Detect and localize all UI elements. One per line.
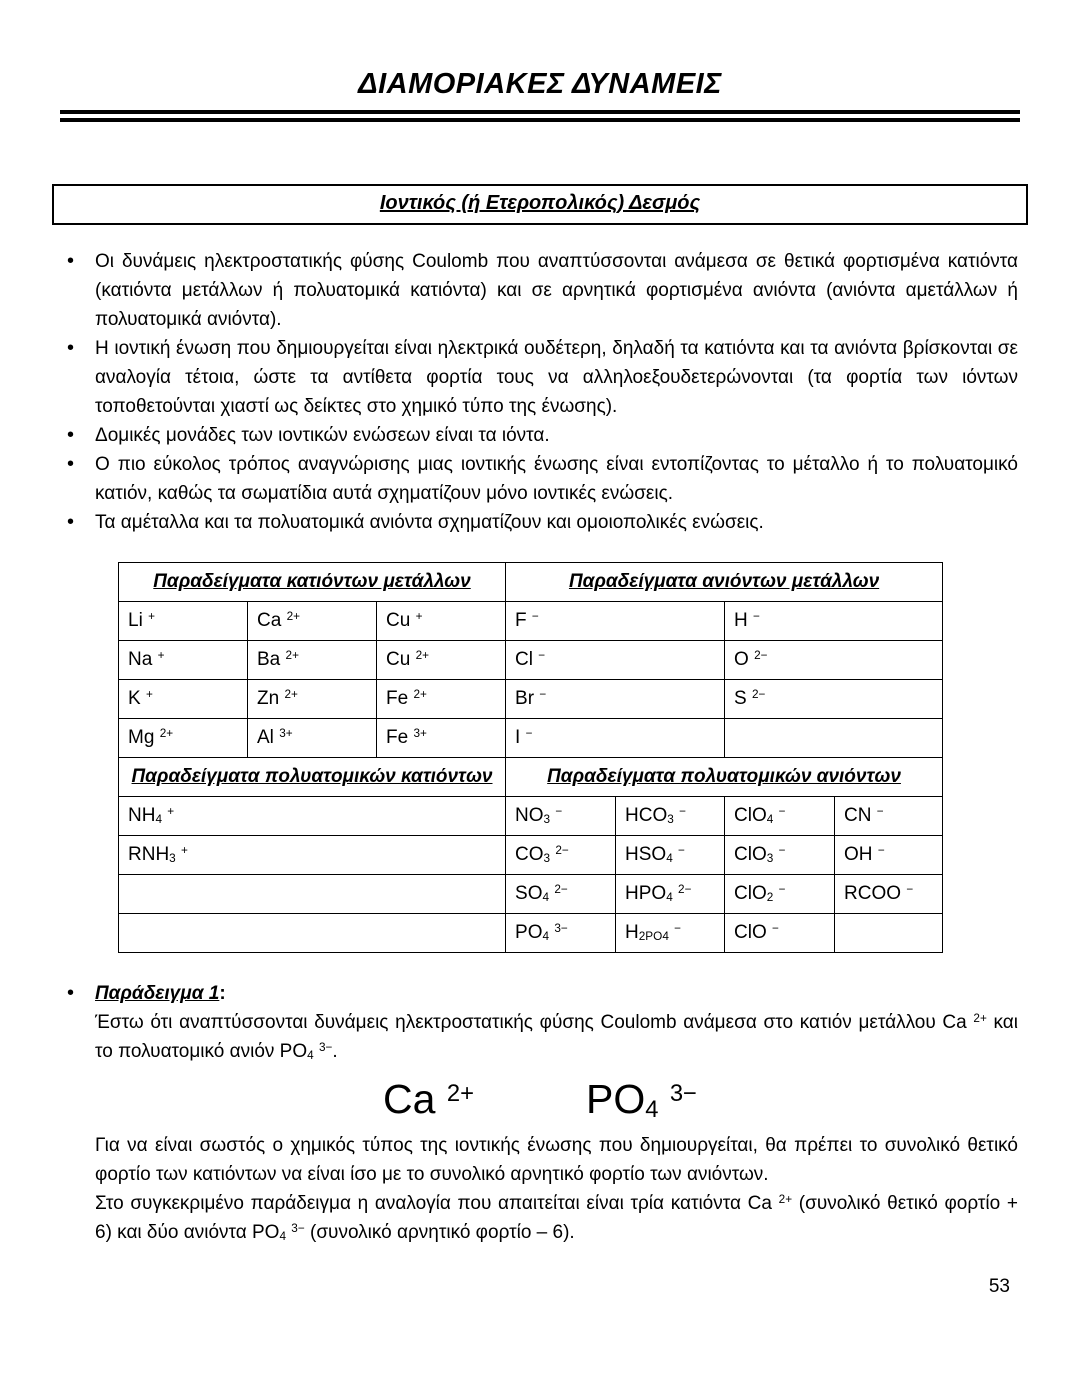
ion-cell: F − <box>506 602 725 641</box>
formula-display <box>62 1076 1018 1123</box>
ion-cell: Ba $^{2+}$ <box>248 641 377 680</box>
table-row <box>119 797 943 836</box>
formula-ca-cation: Ca $^{2+}$ <box>383 1076 474 1122</box>
bullet-item-covalent-note: • Τα αμέταλλα και τα πολυατομικά ανιόντα σχηματίζουν και ομοιοπολικές ενώσεις. <box>62 508 1018 537</box>
ion-cell: ClO$_4$ − <box>725 797 835 836</box>
ion-cell: ClO$_2$ − <box>725 875 835 914</box>
example-para-charge-balance: Για να είναι σωστός ο χημικός τύπος της ιοντικής ένωσης που δημιουργείται, θα πρέπει το συνολικό θετικό φορτίο των κατιόντων να είναι ίσο με το συνολικό αρνητικό φορτίο των ανιόντων. <box>95 1135 1018 1185</box>
ion-cell: $RNH_3$ + <box>119 836 506 875</box>
example-intro: Έστω ότι αναπτύσσονται δυνάμεις ηλεκτροστατικής φύσης Coulomb ανάμεσα στο κατιόν μετάλλου Ca $^{2+}$ και το πολυατομικό ανιόν $PO_4$ $^{3-}$. <box>95 1012 1018 1063</box>
ion-cell: $NH_4$ + <box>119 797 506 836</box>
page-number: 53 <box>988 1276 1010 1297</box>
ion-cell: Fe $^{3+}$ <box>377 719 506 758</box>
ion-cell: Cu + <box>377 602 506 641</box>
ion-cell: I − <box>506 719 725 758</box>
ions-table <box>118 562 943 953</box>
ion-cell: $CO_3$ $^{2-}$ <box>506 836 616 875</box>
table-header-row <box>119 758 943 797</box>
ion-cell: $NO_3$ − <box>506 797 616 836</box>
example-section <box>62 979 1018 1247</box>
example-label: Παράδειγμα 1 <box>95 983 220 1004</box>
table-row <box>119 914 943 953</box>
ion-cell: Mg $^{2+}$ <box>119 719 248 758</box>
table-row <box>119 875 943 914</box>
ion-cell: ClO$_3$ − <box>725 836 835 875</box>
ion-cell: Na + <box>119 641 248 680</box>
empty-cell <box>725 719 943 758</box>
ion-cell: Cl − <box>506 641 725 680</box>
table-row <box>119 836 943 875</box>
table-section-header-label: Παραδείγματα ανιόντων μετάλλων <box>568 571 880 592</box>
ion-cell: Li + <box>119 602 248 641</box>
ion-cell: RCOO − <box>835 875 943 914</box>
formula-po4-anion: $PO_4$ $^{3-}$ <box>585 1076 697 1124</box>
table-section-header <box>506 563 943 602</box>
ion-cell: $PO_4$ $^{3-}$ <box>506 914 616 953</box>
ion-cell: CN − <box>835 797 943 836</box>
bullet-list <box>62 247 1018 537</box>
page-title: ΔΙΑΜΟΡΙΑΚΕΣ ΔΥΝΑΜΕΙΣ <box>358 68 722 100</box>
example-para-ratio: Στο συγκεκριμένο παράδειγμα η αναλογία που απαιτείται είναι τρία κατιόντα Ca $^{2+}$ (συνολικό θετικό φορτίο + 6) και δύο ανιόντα $PO_4$ $^{3-}$ (συνολικό αρνητικό φορτίο – 6). <box>95 1193 1018 1244</box>
bullet-item-recognition: • Ο πιο εύκολος τρόπος αναγνώρισης μιας ιοντικής ένωσης είναι εντοπίζοντας το μέταλλο ή το πολυατομικό κατιόν, καθώς τα σωματίδια αυτά σχηματίζουν μόνο ιοντικές ενώσεις. <box>62 450 1018 508</box>
ion-cell: $HPO_4$ $^{2-}$ <box>616 875 725 914</box>
title-divider <box>60 110 1020 122</box>
ion-cell: OH − <box>835 836 943 875</box>
ion-cell: $SO_4$ $^{2-}$ <box>506 875 616 914</box>
ion-cell: ClO − <box>725 914 835 953</box>
table-section-header <box>119 563 506 602</box>
ion-cell: Ca $^{2+}$ <box>248 602 377 641</box>
table-row <box>119 680 943 719</box>
ion-cell: Zn $^{2+}$ <box>248 680 377 719</box>
empty-cell <box>835 914 943 953</box>
table-section-header <box>506 758 943 797</box>
section-heading: Ιοντικός (ή Ετεροπολικός) Δεσμός <box>379 192 701 214</box>
bullet-item-coulomb-forces: • Οι δυνάμεις ηλεκτροστατικής φύσης Coulomb που αναπτύσσονται ανάμεσα σε θετικά φορτισμένα κατιόντα (κατιόντα μετάλλων ή πολυατομικά κατιόντα) και σε αρνητικά φορτισμένα ανιόντα (ανιόντα αμετάλλων ή πολυατομικά ανιόντα). <box>62 247 1018 334</box>
ion-cell: H − <box>725 602 943 641</box>
empty-cell <box>119 875 506 914</box>
ion-cell: Fe $^{2+}$ <box>377 680 506 719</box>
ion-cell: K + <box>119 680 248 719</box>
ion-cell: Al $^{3+}$ <box>248 719 377 758</box>
ion-cell: $H_{2PO4}$ − <box>616 914 725 953</box>
table-header-row <box>119 563 943 602</box>
bullet-item-neutral-compound: • Η ιοντική ένωση που δημιουργείται είναι ηλεκτρικά ουδέτερη, δηλαδή τα κατιόντα και τα ανιόντα βρίσκονται σε αναλογία τέτοια, ώστε τα αντίθετα φορτία τους να αλληλοεξουδετερώνονται (τα φορτία των ιόντων τοποθετούνται χιαστί ως δείκτες στο χημικό τύπο της ένωσης). <box>62 334 1018 421</box>
table-row <box>119 719 943 758</box>
ion-cell: Br − <box>506 680 725 719</box>
ion-cell: $HCO_3$ − <box>616 797 725 836</box>
table-section-header <box>119 758 506 797</box>
table-section-header-label: Παραδείγματα πολυατομικών ανιόντων <box>547 766 901 787</box>
table-row <box>119 641 943 680</box>
example-label-colon: : <box>219 983 226 1004</box>
bullet-item-structural-units: • Δομικές μονάδες των ιοντικών ενώσεων είναι τα ιόντα. <box>62 421 1018 450</box>
example-heading <box>62 979 1018 1008</box>
table-section-header-label: Παραδείγματα πολυατομικών κατιόντων <box>131 766 493 787</box>
table-row <box>119 602 943 641</box>
empty-cell <box>119 914 506 953</box>
ions-table-body <box>119 563 943 953</box>
ion-cell: S $^{2-}$ <box>725 680 943 719</box>
ion-cell: Cu $^{2+}$ <box>377 641 506 680</box>
table-section-header-label: Παραδείγματα κατιόντων μετάλλων <box>153 571 471 592</box>
ion-cell: O $^{2-}$ <box>725 641 943 680</box>
ion-cell: $HSO_4$ − <box>616 836 725 875</box>
section-heading-box <box>52 184 1028 225</box>
